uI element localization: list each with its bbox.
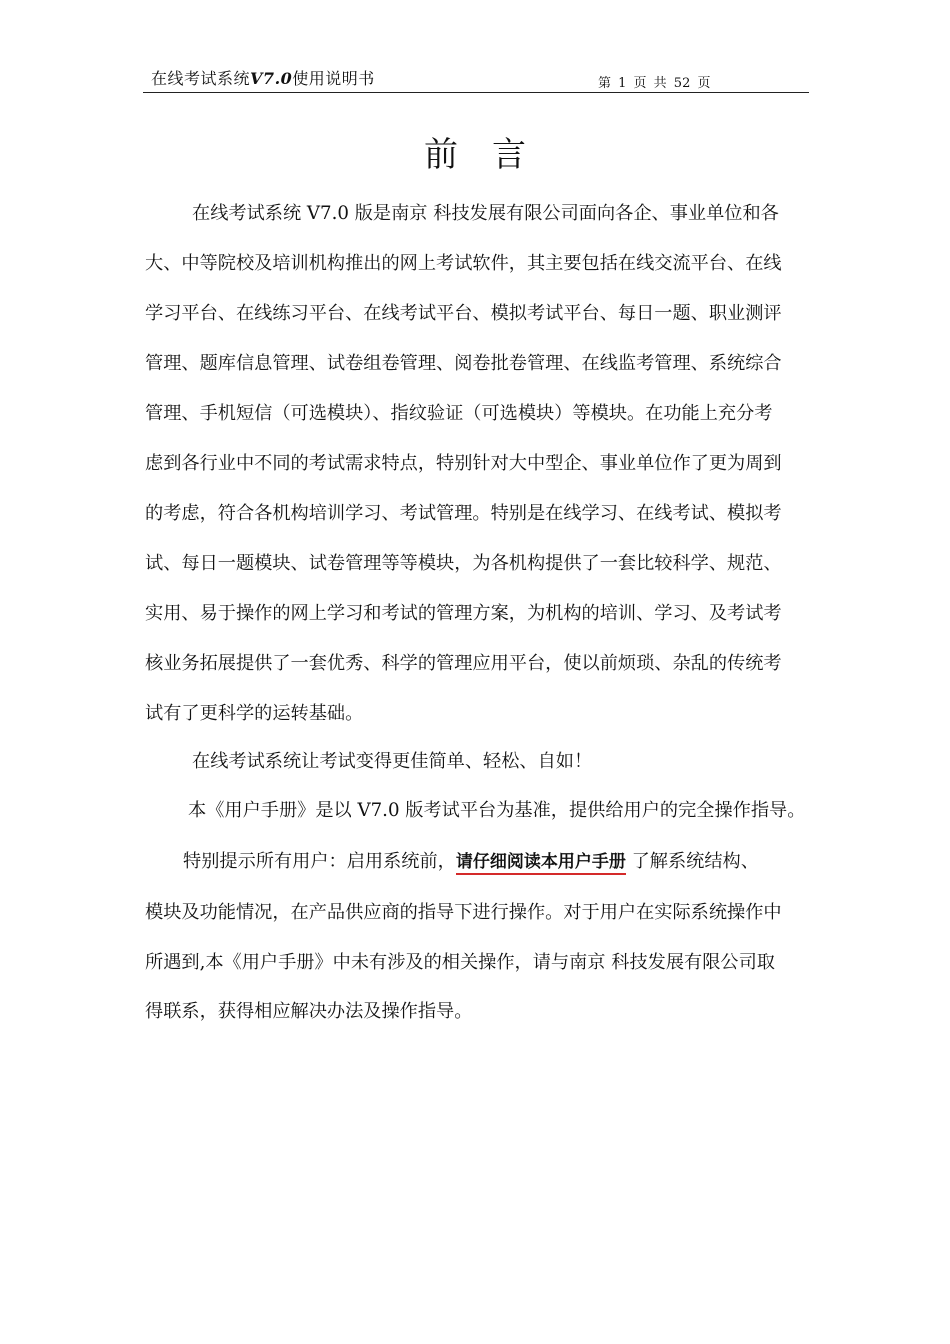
manual-basis-line: 本《用户手册》是以 V7.0 版考试平台为基准，提供给用户的完全操作指导。 <box>188 800 806 821</box>
body-line: 核业务拓展提供了一套优秀、科学的管理应用平台，使以前烦琐、杂乱的传统考 <box>145 653 782 674</box>
header-page-info: 第 1 页 共 52 页 <box>598 76 711 91</box>
header-title-version: V7.0 <box>250 69 293 88</box>
body-line: 大、中等院校及培训机构推出的网上考试软件，其主要包括在线交流平台、在线 <box>145 253 782 274</box>
document-title: 前言 <box>424 135 560 175</box>
body-line: 实用、易于操作的网上学习和考试的管理方案，为机构的培训、学习、及考试考 <box>145 603 782 624</box>
header-title <box>151 66 375 89</box>
header-title-suffix: 使用说明书 <box>292 69 375 88</box>
body-line: 得联系，获得相应解决办法及操作指导。 <box>145 1001 473 1022</box>
page-header <box>143 62 809 93</box>
body-line: 管理、题库信息管理、试卷组卷管理、阅卷批卷管理、在线监考管理、系统综合 <box>145 353 782 374</box>
body-line: 虑到各行业中不同的考试需求特点，特别针对大中型企、事业单位作了更为周到 <box>145 453 782 474</box>
header-title-prefix: 在线考试系统 <box>151 69 251 88</box>
body-line: 试、每日一题模块、试卷管理等等模块，为各机构提供了一套比较科学、规范、 <box>145 553 782 574</box>
notice-line <box>183 850 849 874</box>
notice-before: 特别提示所有用户：启用系统前， <box>183 851 456 872</box>
body-line: 的考虑，符合各机构培训学习、考试管理。特别是在线学习、在线考试、模拟考 <box>145 503 782 524</box>
notice-after: 了解系统结构、 <box>625 851 759 872</box>
body-line: 在线考试系统 V7.0 版是南京 科技发展有限公司面向各企、事业单位和各 <box>192 203 779 224</box>
notice-highlight: 请仔细阅读本用户手册 <box>456 852 626 875</box>
body-line: 学习平台、在线练习平台、在线考试平台、模拟考试平台、每日一题、职业测评 <box>145 303 782 324</box>
body-line: 试有了更科学的运转基础。 <box>145 703 364 724</box>
body-line: 模块及功能情况，在产品供应商的指导下进行操作。对于用户在实际系统操作中 <box>145 902 782 923</box>
body-line: 所遇到,本《用户手册》中未有涉及的相关操作，请与南京 科技发展有限公司取 <box>145 952 775 973</box>
body-line: 管理、手机短信（可选模块）、指纹验证（可选模块）等模块。在功能上充分考 <box>145 403 773 424</box>
slogan-line: 在线考试系统让考试变得更佳简单、轻松、自如！ <box>192 751 593 772</box>
